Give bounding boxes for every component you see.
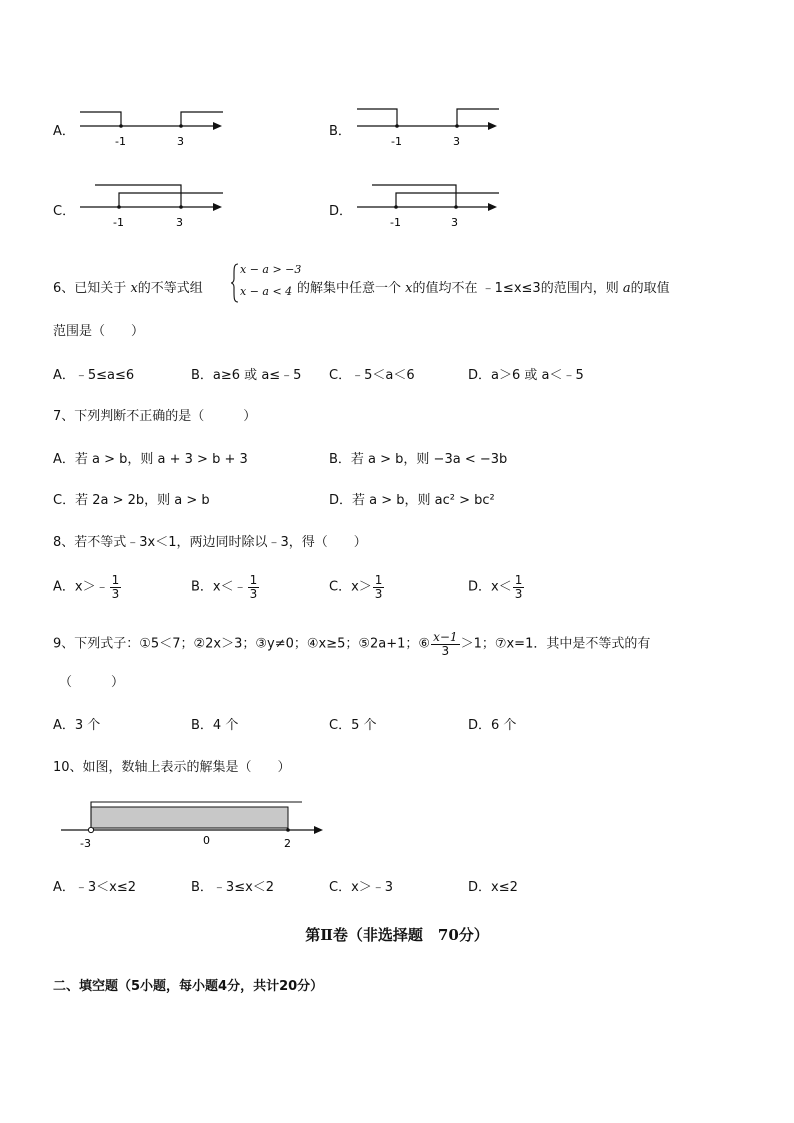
denominator: 3 — [514, 586, 523, 601]
option-expr: x＞﹣ — [74, 579, 109, 595]
option-d — [468, 574, 525, 600]
question-6-line1-cont — [297, 277, 670, 296]
question-text: 的值均不在 — [412, 281, 478, 296]
system-brace — [230, 262, 240, 304]
option-c — [329, 574, 385, 600]
option-b: B．a≥6 或 a≤﹣5 — [191, 368, 302, 383]
tick-label: -1 — [113, 216, 124, 229]
option-a: A．﹣3＜x≤2 — [53, 880, 137, 895]
tick-label: 3 — [451, 216, 458, 229]
option-letter: A． — [53, 579, 75, 595]
option-b: B．若 a > b，则 −3a < −3b — [329, 452, 508, 467]
system-line-2: x − a < 4 — [240, 285, 293, 298]
option-d: D．若 a > b，则 ac² > bc² — [329, 493, 495, 508]
answer-blank: （ ） — [59, 675, 125, 690]
system-line-1: x − a > −3 — [240, 263, 302, 276]
variable-x: x — [405, 281, 413, 296]
question-number: 6、 — [53, 281, 75, 296]
option-letter: C． — [53, 204, 76, 219]
number-line-d — [352, 180, 507, 230]
fraction — [373, 574, 385, 600]
tick-label: 3 — [453, 135, 460, 148]
option-c: C．5 个 — [329, 718, 377, 733]
variable-a: a — [622, 281, 631, 296]
question-stem: 10、如图，数轴上表示的解集是（ ） — [53, 760, 291, 775]
question-stem: 7、下列判断不正确的是（ ） — [53, 409, 257, 424]
numerator: 1 — [374, 573, 383, 587]
denominator: 3 — [249, 586, 258, 601]
tick-label: 3 — [176, 216, 183, 229]
option-c: C．若 2a > 2b，则 a > b — [53, 493, 210, 508]
option-letter: B． — [191, 579, 213, 595]
numerator: x−1 — [433, 630, 458, 644]
number-line-q10 — [58, 795, 333, 855]
fraction — [110, 574, 122, 600]
option-expr: x＞ — [351, 579, 372, 595]
denominator: 3 — [441, 643, 450, 658]
option-b: B．﹣3≤x＜2 — [191, 880, 275, 895]
fraction — [513, 574, 525, 600]
option-d: D．x≤2 — [468, 880, 518, 895]
option-letter: D． — [329, 204, 353, 219]
number-line-c — [75, 180, 230, 230]
option-a: A．3 个 — [53, 718, 101, 733]
option-a — [53, 574, 122, 600]
denominator: 3 — [111, 586, 120, 601]
numerator: 1 — [514, 573, 523, 587]
tick-label: -3 — [80, 837, 91, 850]
question-text: 已知关于 — [74, 281, 127, 296]
number-line-b — [352, 104, 507, 150]
tick-label: -1 — [115, 135, 126, 148]
option-letter: D． — [468, 579, 492, 595]
tick-label: 3 — [177, 135, 184, 148]
question-6-line1 — [53, 277, 203, 296]
fraction — [431, 631, 459, 657]
tick-label: 2 — [284, 837, 291, 850]
option-c: C．﹣5＜a＜6 — [329, 368, 415, 383]
option-c: C．x＞﹣3 — [329, 880, 394, 895]
question-stem: 8、若不等式﹣3x＜1，两边同时除以﹣3，得（ ） — [53, 535, 367, 550]
option-b — [191, 574, 260, 600]
section-title: 第Ⅱ卷（非选择题 70分） — [305, 926, 489, 944]
number-line-a — [75, 104, 230, 150]
question-text: 的取值 — [630, 281, 670, 296]
option-letter: B． — [329, 124, 351, 139]
range-text: ﹣1≤x≤3 — [481, 281, 541, 296]
question-6-line2: 范围是（ ） — [53, 324, 145, 339]
tick-label: -1 — [390, 216, 401, 229]
stem-part: 9、下列式子：①5＜7；②2x＞3；③y≠0；④x≥5；⑤2a+1；⑥ — [53, 636, 431, 652]
fraction — [248, 574, 260, 600]
option-a: A．若 a > b，则 a + 3 > b + 3 — [53, 452, 248, 467]
option-expr: x＜﹣ — [212, 579, 247, 595]
tick-label: 0 — [203, 834, 210, 847]
option-d: D．a＞6 或 a＜﹣5 — [468, 368, 584, 383]
option-expr: x＜ — [491, 579, 512, 595]
option-a: A．﹣5≤a≤6 — [53, 368, 135, 383]
option-letter: A． — [53, 124, 75, 139]
option-d: D．6 个 — [468, 718, 517, 733]
option-letter: C． — [329, 579, 352, 595]
numerator: 1 — [111, 573, 120, 587]
question-text: 的解集中任意一个 — [297, 281, 402, 296]
numerator: 1 — [249, 573, 258, 587]
option-b: B．4 个 — [191, 718, 239, 733]
section-heading: 二、填空题（5小题，每小题4分，共计20分） — [53, 979, 324, 994]
question-text: 的范围内，则 — [540, 281, 619, 296]
variable-x: x — [130, 281, 138, 296]
tick-label: -1 — [391, 135, 402, 148]
stem-part: ＞1；⑦x=1．其中是不等式的有 — [460, 636, 651, 652]
question-stem — [53, 631, 650, 657]
denominator: 3 — [374, 586, 383, 601]
question-text: 的不等式组 — [137, 281, 203, 296]
